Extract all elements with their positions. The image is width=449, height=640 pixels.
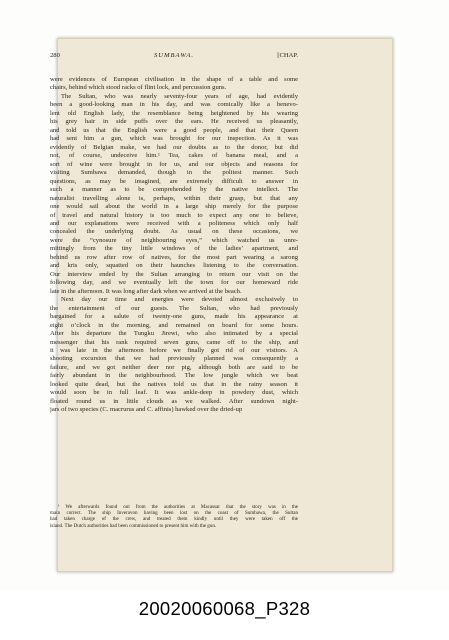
text-line: The Sultan, who was nearly seventy-four years of age, had evidently bbox=[61, 92, 298, 100]
footnote-line: ¹ We afterwards found out from the authorities at Macassar that the story was in the bbox=[58, 504, 298, 510]
text-line: his grey hair in side puffs over the ears. He received us pleasantly, bbox=[50, 118, 298, 126]
text-line: behind us row after row of natives, for the most part wearing a sarong bbox=[50, 253, 298, 261]
text-line: lent old English lady, the resemblance being heightened by his wearing bbox=[50, 109, 298, 117]
text-line: floated round us in little clouds as we walked. After sundown night- bbox=[50, 397, 298, 405]
text-line: looked quite dead, but the natives told us that in the rainy season it bbox=[50, 380, 298, 388]
text-line: late in the afternoon. It was long after dark when we arrived at the beach. bbox=[50, 287, 242, 295]
text-line: and our explanations were received with a politeness which only half bbox=[50, 219, 298, 227]
body-text bbox=[50, 76, 298, 415]
text-line: it was late in the afternoon before we finally got rid of our visitors. A bbox=[50, 347, 298, 354]
text-line: chairs, behind which stood racks of flint lock, and percussion guns. bbox=[50, 84, 227, 92]
text-line: not, of course, undeceive him.¹ Tea, cakes of banana meal, and a bbox=[50, 152, 298, 160]
image-id-caption: 20020060068_P328 bbox=[138, 598, 311, 619]
text-line: such a manner as to be comprehended by the native intellect. The bbox=[50, 186, 298, 194]
text-line: sort of wine were brought in for us, and our objects and reasons for bbox=[50, 160, 298, 168]
text-line: the entertainment of our guests. The Sultan, who had previously bbox=[50, 304, 298, 312]
text-line: one would sail about the world in a large ship merely for the purpose bbox=[50, 203, 298, 211]
text-line: and told us that the English were a good people, and that their Queen bbox=[50, 126, 298, 134]
page-number: 280 bbox=[50, 52, 60, 59]
chapter-marker: [CHAP. bbox=[277, 52, 298, 59]
text-line: Our interview ended by the Sultan arranging to return our visit on the bbox=[50, 270, 298, 278]
text-line: were the “cynosure of neighbouring eyes,” which watched us unre- bbox=[50, 236, 298, 244]
text-line: visiting Sumbawa demanded, though in the politest manner. Such bbox=[50, 169, 298, 177]
text-line: would soon be in full leaf. It was ankle-deep in powdery dust, which bbox=[50, 389, 298, 397]
text-line: following day, and we eventually left the town for our homeward ride bbox=[50, 279, 298, 287]
footnote bbox=[50, 504, 298, 529]
text-line: and kris only, squatted on their haunches listening to the conversation. bbox=[50, 262, 298, 270]
text-line: After his departure the Tungku Jirewi, who also intimated by a special bbox=[50, 330, 298, 338]
text-line: fairly abundant in the neighbourhood. The low jungle which we beat bbox=[50, 372, 298, 380]
text-line: had sent him a gun, which was brought for our inspection. As it was bbox=[50, 135, 298, 143]
text-line: shooting excursion that we had previously planned was consequently a bbox=[50, 355, 298, 363]
text-line: bargained for a salute of twenty-one guns, made his appearance at bbox=[50, 313, 298, 321]
text-line: were evidences of European civilisation in the shape of a table and some bbox=[50, 76, 298, 83]
text-line: of travel and natural history is too much to expect any one to believe, bbox=[50, 211, 298, 219]
footnote-line: main correct. The ship Inveravon having been lost on the coast of Sumbawa, the Sultan bbox=[50, 510, 298, 517]
running-title: SUMBAWA. bbox=[153, 52, 195, 59]
text-line: been a good-looking man in his day, and was comically like a benevo- bbox=[50, 101, 298, 109]
text-line: concealed the underlying doubt. As usual on these occasions, we bbox=[50, 228, 298, 236]
text-line: eight o’clock in the morning, and remained on board for some hours. bbox=[50, 321, 298, 329]
text-line: messenger that his rank required seven guns, came off to the ship, and bbox=[50, 338, 298, 346]
text-line: questions, as may be imagined, are extremely difficult to answer in bbox=[50, 177, 298, 185]
text-line: Next day our time and energies were devoted almost exclusively to bbox=[61, 296, 298, 304]
text-line: naturalist travelling alone is, perhaps, within their grasp, but that any bbox=[50, 194, 298, 202]
text-line: failure, and we got neither deer nor pig, although both are said to be bbox=[50, 363, 298, 371]
running-header bbox=[50, 52, 298, 62]
text-line: jars of two species (C. macrurus and C. affinis) hawked over the dried-up bbox=[50, 406, 243, 414]
footnote-line: had taken charge of the crew, and treated them kindly until they were taken off the bbox=[50, 516, 298, 523]
text-line: mittingly from the tiny little windows of the ladies’ apartment, and bbox=[50, 245, 298, 253]
text-line: evidently of Belgian make, we had our doubts as to the donor, but did bbox=[50, 143, 298, 151]
footnote-line: island. The Dutch authorities had been commissioned to present him with the gun. bbox=[50, 522, 217, 529]
